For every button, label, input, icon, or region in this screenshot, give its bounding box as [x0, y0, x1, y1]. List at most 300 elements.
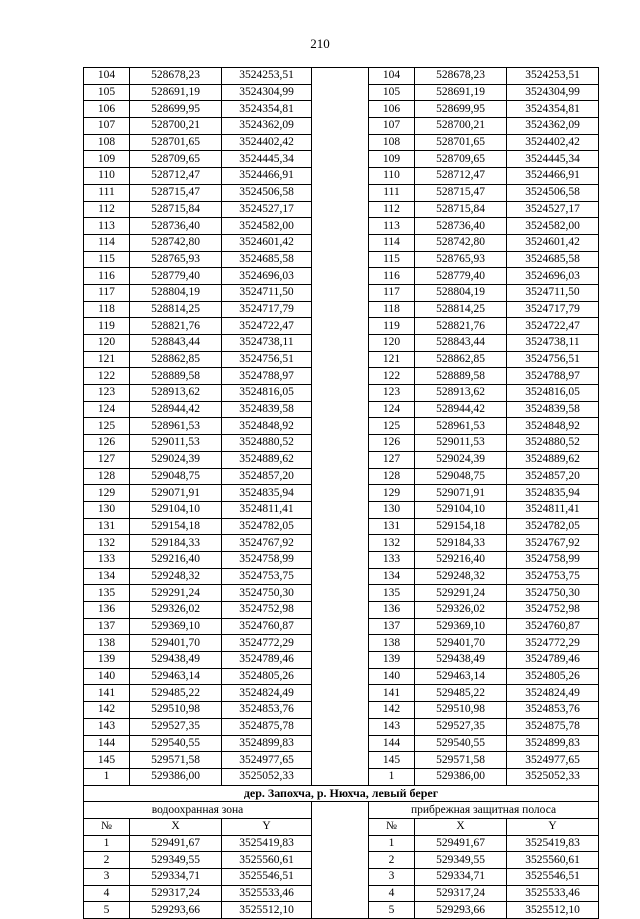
left-point-number: 124 — [84, 401, 130, 418]
table-row — [84, 268, 599, 285]
right-point-number: 125 — [369, 418, 415, 435]
right-x-coordinate: 529369,10 — [415, 618, 507, 635]
right-point-number: 126 — [369, 435, 415, 452]
right-point-number: 115 — [369, 251, 415, 268]
right-y-coordinate: 3524304,99 — [507, 84, 599, 101]
right-y-coordinate: 3524875,78 — [507, 718, 599, 735]
left-point-number: 131 — [84, 518, 130, 535]
left-y-coordinate: 3524839,58 — [222, 401, 312, 418]
table-row — [84, 718, 599, 735]
table-row — [84, 501, 599, 518]
right-x-coordinate: 528889,58 — [415, 368, 507, 385]
right-x-coordinate: 529540,55 — [415, 735, 507, 752]
right-point-number: 120 — [369, 335, 415, 352]
column-gap — [312, 468, 369, 485]
left-point-number: 142 — [84, 702, 130, 719]
table-row — [84, 284, 599, 301]
table-row — [84, 902, 599, 919]
column-gap — [312, 735, 369, 752]
left-point-number: 132 — [84, 535, 130, 552]
left-x-coordinate: 528699,95 — [130, 101, 222, 118]
left-x-coordinate: 529571,58 — [130, 752, 222, 769]
table-row — [84, 151, 599, 168]
right-point-number: 140 — [369, 668, 415, 685]
right-y-coordinate: 3524696,03 — [507, 268, 599, 285]
right-point-number: 119 — [369, 318, 415, 335]
right-x-coordinate: 528715,84 — [415, 201, 507, 218]
table-row — [84, 752, 599, 769]
left-x-coordinate: 529401,70 — [130, 635, 222, 652]
left-y-coordinate: 3524857,20 — [222, 468, 312, 485]
left-point-number: 3 — [84, 869, 130, 886]
left-x-coordinate: 528889,58 — [130, 368, 222, 385]
section-title: дер. Запохча, р. Нюхча, левый берег — [84, 785, 599, 802]
column-gap — [312, 284, 369, 301]
right-y-coordinate: 3524824,49 — [507, 685, 599, 702]
right-point-number: 5 — [369, 902, 415, 919]
table-row — [84, 451, 599, 468]
left-point-number: 139 — [84, 652, 130, 669]
right-x-coordinate: 528862,85 — [415, 351, 507, 368]
table-row — [84, 635, 599, 652]
left-x-coordinate: 528709,65 — [130, 151, 222, 168]
left-x-coordinate: 528913,62 — [130, 385, 222, 402]
column-gap — [312, 752, 369, 769]
right-y-coordinate: 3524789,46 — [507, 652, 599, 669]
table-row — [84, 435, 599, 452]
column-gap — [312, 301, 369, 318]
left-y-coordinate: 3525419,83 — [222, 835, 312, 852]
column-gap — [312, 201, 369, 218]
right-y-coordinate: 3524738,11 — [507, 335, 599, 352]
column-gap — [312, 368, 369, 385]
right-point-number: 1 — [369, 835, 415, 852]
left-x-coordinate: 528843,44 — [130, 335, 222, 352]
right-x-coordinate: 528765,93 — [415, 251, 507, 268]
left-y-coordinate: 3524717,79 — [222, 301, 312, 318]
table-row — [84, 234, 599, 251]
right-x-coordinate: 529293,66 — [415, 902, 507, 919]
left-x-coordinate: 529216,40 — [130, 551, 222, 568]
left-point-number: 128 — [84, 468, 130, 485]
right-y-coordinate: 3524848,92 — [507, 418, 599, 435]
left-y-coordinate: 3524753,75 — [222, 568, 312, 585]
left-x-coordinate: 529463,14 — [130, 668, 222, 685]
table-row — [84, 852, 599, 869]
right-y-coordinate: 3524857,20 — [507, 468, 599, 485]
column-gap — [312, 869, 369, 886]
right-x-coordinate: 529291,24 — [415, 585, 507, 602]
left-point-number: 130 — [84, 501, 130, 518]
column-gap — [312, 818, 369, 835]
right-point-number: 118 — [369, 301, 415, 318]
right-y-coordinate: 3525560,61 — [507, 852, 599, 869]
coordinates-table-bottom — [84, 835, 599, 918]
left-y-coordinate: 3524750,30 — [222, 585, 312, 602]
left-x-coordinate: 528814,25 — [130, 301, 222, 318]
column-gap — [312, 435, 369, 452]
right-point-number: 2 — [369, 852, 415, 869]
table-row — [84, 251, 599, 268]
left-y-coordinate: 3524835,94 — [222, 485, 312, 502]
table-row — [84, 134, 599, 151]
table-row — [84, 768, 599, 785]
right-x-coordinate: 528678,23 — [415, 68, 507, 85]
left-x-coordinate: 529438,49 — [130, 652, 222, 669]
right-x-coordinate: 528804,19 — [415, 284, 507, 301]
column-gap — [312, 168, 369, 185]
right-point-number: 128 — [369, 468, 415, 485]
table-row — [84, 118, 599, 135]
right-x-coordinate: 529571,58 — [415, 752, 507, 769]
right-x-coordinate: 529024,39 — [415, 451, 507, 468]
right-y-coordinate: 3524752,98 — [507, 602, 599, 619]
left-y-coordinate: 3524772,29 — [222, 635, 312, 652]
right-point-number: 136 — [369, 602, 415, 619]
left-y-coordinate: 3524362,09 — [222, 118, 312, 135]
left-y-coordinate: 3525546,51 — [222, 869, 312, 886]
right-x-coordinate: 529216,40 — [415, 551, 507, 568]
left-y-coordinate: 3524889,62 — [222, 451, 312, 468]
right-y-coordinate: 3524835,94 — [507, 485, 599, 502]
left-x-coordinate: 529071,91 — [130, 485, 222, 502]
right-y-coordinate: 3524760,87 — [507, 618, 599, 635]
left-point-number: 119 — [84, 318, 130, 335]
left-y-coordinate: 3525512,10 — [222, 902, 312, 919]
left-x-coordinate: 529184,33 — [130, 535, 222, 552]
left-y-coordinate: 3524977,65 — [222, 752, 312, 769]
left-zone-title: водоохранная зона — [84, 802, 312, 819]
column-gap — [312, 218, 369, 235]
right-x-coordinate: 528709,65 — [415, 151, 507, 168]
left-y-coordinate: 3524758,99 — [222, 551, 312, 568]
table-row — [84, 335, 599, 352]
table-row — [84, 685, 599, 702]
left-point-number: 144 — [84, 735, 130, 752]
right-y-coordinate: 3524816,05 — [507, 385, 599, 402]
left-x-coordinate: 528712,47 — [130, 168, 222, 185]
right-point-number: 145 — [369, 752, 415, 769]
left-x-coordinate: 528691,19 — [130, 84, 222, 101]
left-y-coordinate: 3524738,11 — [222, 335, 312, 352]
column-gap — [312, 885, 369, 902]
right-point-number: 116 — [369, 268, 415, 285]
right-point-number: 129 — [369, 485, 415, 502]
left-x-coordinate: 528862,85 — [130, 351, 222, 368]
left-header-y: Y — [222, 818, 312, 835]
column-gap — [312, 84, 369, 101]
right-y-coordinate: 3524880,52 — [507, 435, 599, 452]
right-y-coordinate: 3524811,41 — [507, 501, 599, 518]
right-x-coordinate: 528701,65 — [415, 134, 507, 151]
coordinates-table — [83, 67, 599, 919]
left-point-number: 123 — [84, 385, 130, 402]
right-y-coordinate: 3524782,05 — [507, 518, 599, 535]
left-y-coordinate: 3524767,92 — [222, 535, 312, 552]
left-x-coordinate: 528715,47 — [130, 184, 222, 201]
column-gap — [312, 852, 369, 869]
left-point-number: 5 — [84, 902, 130, 919]
table-row — [84, 368, 599, 385]
left-x-coordinate: 528715,84 — [130, 201, 222, 218]
table-row — [84, 735, 599, 752]
left-point-number: 111 — [84, 184, 130, 201]
left-x-coordinate: 529024,39 — [130, 451, 222, 468]
left-point-number: 109 — [84, 151, 130, 168]
right-point-number: 138 — [369, 635, 415, 652]
left-x-coordinate: 528742,80 — [130, 234, 222, 251]
right-x-coordinate: 529104,10 — [415, 501, 507, 518]
table-row — [84, 602, 599, 619]
right-point-number: 130 — [369, 501, 415, 518]
left-y-coordinate: 3524402,42 — [222, 134, 312, 151]
left-y-coordinate: 3524304,99 — [222, 84, 312, 101]
right-y-coordinate: 3524788,97 — [507, 368, 599, 385]
right-y-coordinate: 3524889,62 — [507, 451, 599, 468]
right-header-num: № — [369, 818, 415, 835]
left-x-coordinate: 529104,10 — [130, 501, 222, 518]
right-x-coordinate: 528814,25 — [415, 301, 507, 318]
left-point-number: 126 — [84, 435, 130, 452]
left-x-coordinate: 528804,19 — [130, 284, 222, 301]
right-y-coordinate: 3524977,65 — [507, 752, 599, 769]
right-y-coordinate: 3524402,42 — [507, 134, 599, 151]
right-point-number: 142 — [369, 702, 415, 719]
right-header-x: X — [415, 818, 507, 835]
right-point-number: 104 — [369, 68, 415, 85]
table-row — [84, 201, 599, 218]
left-point-number: 110 — [84, 168, 130, 185]
right-y-coordinate: 3524758,99 — [507, 551, 599, 568]
right-y-coordinate: 3525533,46 — [507, 885, 599, 902]
left-x-coordinate: 529154,18 — [130, 518, 222, 535]
left-point-number: 113 — [84, 218, 130, 235]
column-gap — [312, 585, 369, 602]
left-x-coordinate: 528821,76 — [130, 318, 222, 335]
column-gap — [312, 551, 369, 568]
left-y-coordinate: 3524875,78 — [222, 718, 312, 735]
right-point-number: 108 — [369, 134, 415, 151]
right-x-coordinate: 529438,49 — [415, 652, 507, 669]
left-point-number: 140 — [84, 668, 130, 685]
left-point-number: 107 — [84, 118, 130, 135]
right-y-coordinate: 3524527,17 — [507, 201, 599, 218]
table-row — [84, 702, 599, 719]
left-x-coordinate: 529510,98 — [130, 702, 222, 719]
left-y-coordinate: 3524789,46 — [222, 652, 312, 669]
column-gap — [312, 234, 369, 251]
right-point-number: 114 — [369, 234, 415, 251]
right-point-number: 107 — [369, 118, 415, 135]
column-gap — [312, 268, 369, 285]
column-gap — [312, 451, 369, 468]
left-point-number: 1 — [84, 768, 130, 785]
column-gap — [312, 835, 369, 852]
table-row — [84, 835, 599, 852]
left-y-coordinate: 3524760,87 — [222, 618, 312, 635]
right-point-number: 141 — [369, 685, 415, 702]
right-point-number: 113 — [369, 218, 415, 235]
right-x-coordinate: 529317,24 — [415, 885, 507, 902]
right-point-number: 105 — [369, 84, 415, 101]
left-y-coordinate: 3524506,58 — [222, 184, 312, 201]
right-x-coordinate: 529326,02 — [415, 602, 507, 619]
left-x-coordinate: 528700,21 — [130, 118, 222, 135]
left-y-coordinate: 3524685,58 — [222, 251, 312, 268]
left-y-coordinate: 3524722,47 — [222, 318, 312, 335]
left-y-coordinate: 3524527,17 — [222, 201, 312, 218]
right-y-coordinate: 3524506,58 — [507, 184, 599, 201]
right-point-number: 106 — [369, 101, 415, 118]
left-x-coordinate: 529011,53 — [130, 435, 222, 452]
column-gap — [312, 702, 369, 719]
left-point-number: 2 — [84, 852, 130, 869]
column-gap — [312, 318, 369, 335]
right-y-coordinate: 3525546,51 — [507, 869, 599, 886]
right-point-number: 133 — [369, 551, 415, 568]
left-point-number: 1 — [84, 835, 130, 852]
left-point-number: 108 — [84, 134, 130, 151]
left-point-number: 116 — [84, 268, 130, 285]
right-x-coordinate: 529485,22 — [415, 685, 507, 702]
column-gap — [312, 652, 369, 669]
right-y-coordinate: 3525512,10 — [507, 902, 599, 919]
right-x-coordinate: 529463,14 — [415, 668, 507, 685]
left-y-coordinate: 3524756,51 — [222, 351, 312, 368]
left-point-number: 134 — [84, 568, 130, 585]
column-gap — [312, 385, 369, 402]
column-gap — [312, 685, 369, 702]
right-point-number: 112 — [369, 201, 415, 218]
left-point-number: 105 — [84, 84, 130, 101]
left-y-coordinate: 3525533,46 — [222, 885, 312, 902]
left-x-coordinate: 529291,24 — [130, 585, 222, 602]
left-y-coordinate: 3524805,26 — [222, 668, 312, 685]
column-gap — [312, 485, 369, 502]
table-row — [84, 535, 599, 552]
right-x-coordinate: 528742,80 — [415, 234, 507, 251]
left-y-coordinate: 3524696,03 — [222, 268, 312, 285]
right-point-number: 1 — [369, 768, 415, 785]
right-x-coordinate: 528715,47 — [415, 184, 507, 201]
right-x-coordinate: 529386,00 — [415, 768, 507, 785]
table-row — [84, 585, 599, 602]
left-point-number: 137 — [84, 618, 130, 635]
right-y-coordinate: 3525052,33 — [507, 768, 599, 785]
right-point-number: 121 — [369, 351, 415, 368]
column-gap — [312, 251, 369, 268]
left-point-number: 143 — [84, 718, 130, 735]
left-point-number: 112 — [84, 201, 130, 218]
table-row — [84, 618, 599, 635]
right-y-coordinate: 3524253,51 — [507, 68, 599, 85]
right-point-number: 139 — [369, 652, 415, 669]
left-x-coordinate: 529491,67 — [130, 835, 222, 852]
left-point-number: 4 — [84, 885, 130, 902]
left-header-num: № — [84, 818, 130, 835]
right-x-coordinate: 529491,67 — [415, 835, 507, 852]
right-y-coordinate: 3524805,26 — [507, 668, 599, 685]
left-x-coordinate: 529485,22 — [130, 685, 222, 702]
right-zone-title: прибрежная защитная полоса — [369, 802, 599, 819]
right-x-coordinate: 528736,40 — [415, 218, 507, 235]
left-x-coordinate: 529248,32 — [130, 568, 222, 585]
column-gap — [312, 151, 369, 168]
right-point-number: 123 — [369, 385, 415, 402]
column-gap — [312, 401, 369, 418]
left-y-coordinate: 3524824,49 — [222, 685, 312, 702]
column-gap — [312, 184, 369, 201]
right-y-coordinate: 3524722,47 — [507, 318, 599, 335]
column-gap — [312, 902, 369, 919]
right-x-coordinate: 528700,21 — [415, 118, 507, 135]
column-gap — [312, 118, 369, 135]
right-point-number: 144 — [369, 735, 415, 752]
table-row — [84, 301, 599, 318]
right-point-number: 111 — [369, 184, 415, 201]
left-point-number: 133 — [84, 551, 130, 568]
right-x-coordinate: 529401,70 — [415, 635, 507, 652]
right-y-coordinate: 3524445,34 — [507, 151, 599, 168]
column-gap — [312, 718, 369, 735]
page-number: 210 — [310, 36, 330, 51]
right-y-coordinate: 3524685,58 — [507, 251, 599, 268]
right-point-number: 4 — [369, 885, 415, 902]
table-row — [84, 468, 599, 485]
left-x-coordinate: 529317,24 — [130, 885, 222, 902]
table-row — [84, 184, 599, 201]
right-point-number: 124 — [369, 401, 415, 418]
left-y-coordinate: 3525560,61 — [222, 852, 312, 869]
left-y-coordinate: 3524788,97 — [222, 368, 312, 385]
right-point-number: 137 — [369, 618, 415, 635]
left-point-number: 136 — [84, 602, 130, 619]
column-gap — [312, 501, 369, 518]
right-y-coordinate: 3525419,83 — [507, 835, 599, 852]
column-gap — [312, 568, 369, 585]
right-x-coordinate: 529154,18 — [415, 518, 507, 535]
right-y-coordinate: 3524582,00 — [507, 218, 599, 235]
column-gap — [312, 134, 369, 151]
column-gap — [312, 418, 369, 435]
coordinates-table-section-header — [84, 785, 599, 835]
right-x-coordinate: 528843,44 — [415, 335, 507, 352]
table-row — [84, 551, 599, 568]
table-row — [84, 668, 599, 685]
right-point-number: 110 — [369, 168, 415, 185]
table-row — [84, 84, 599, 101]
table-row — [84, 401, 599, 418]
table-row — [84, 385, 599, 402]
left-point-number: 145 — [84, 752, 130, 769]
right-x-coordinate: 529048,75 — [415, 468, 507, 485]
left-point-number: 135 — [84, 585, 130, 602]
column-gap — [312, 535, 369, 552]
left-x-coordinate: 529326,02 — [130, 602, 222, 619]
table-row — [84, 518, 599, 535]
right-y-coordinate: 3524772,29 — [507, 635, 599, 652]
right-y-coordinate: 3524711,50 — [507, 284, 599, 301]
right-x-coordinate: 529527,35 — [415, 718, 507, 735]
left-y-coordinate: 3524582,00 — [222, 218, 312, 235]
column-gap — [312, 351, 369, 368]
left-x-coordinate: 529369,10 — [130, 618, 222, 635]
left-y-coordinate: 3524880,52 — [222, 435, 312, 452]
column-gap — [312, 668, 369, 685]
right-point-number: 109 — [369, 151, 415, 168]
right-x-coordinate: 528691,19 — [415, 84, 507, 101]
right-x-coordinate: 528961,53 — [415, 418, 507, 435]
